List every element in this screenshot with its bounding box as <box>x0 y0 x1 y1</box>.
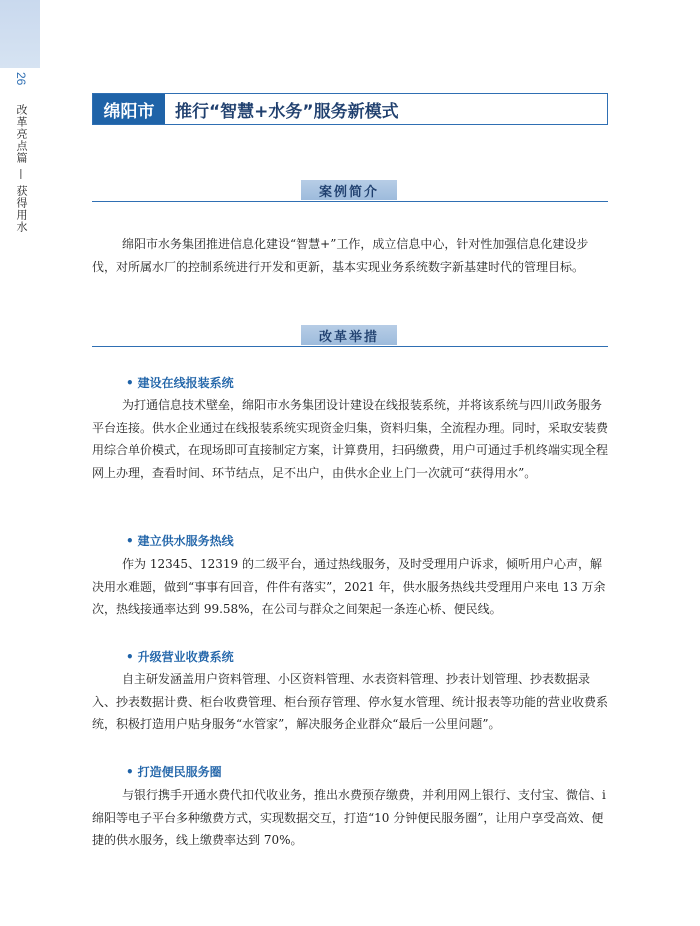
measure-heading <box>126 763 222 780</box>
bullet-icon: • <box>126 650 134 664</box>
bullet-icon: • <box>126 765 134 779</box>
section-rule <box>92 346 608 347</box>
measure-paragraph: 自主研发涵盖用户资料管理、小区资料管理、水表资料管理、抄表计划管理、抄表数据录入、抄表数据计费、柜台收费管理、柜台预存管理、停水复水管理、统计报表等功能的营业收费系统，积极打造用户贴身服务“水管家”，解决服务企业群众“最后一公里问题”。 <box>92 672 609 731</box>
measure-title: 建立供水服务热线 <box>137 534 234 548</box>
section-label: 改革举措 <box>301 325 397 345</box>
bullet-icon: • <box>126 534 134 548</box>
measure-title: 建设在线报装系统 <box>137 376 234 390</box>
article-title-bar <box>92 93 608 125</box>
measure-heading <box>126 532 234 549</box>
section-label: 案例简介 <box>301 180 397 200</box>
side-color-block <box>0 0 40 68</box>
running-title: 改革亮点篇 — 获得用水 <box>15 104 28 233</box>
article-title: 推行“智慧+水务”服务新模式 <box>165 94 607 124</box>
intro-paragraph: 绵阳市水务集团推进信息化建设“智慧+”工作，成立信息中心，针对性加强信息化建设步伐，对所属水厂的控制系统进行开发和更新，基本实现业务系统数字新基建时代的管理目标。 <box>92 237 589 274</box>
measure-paragraph: 为打通信息技术壁垒，绵阳市水务集团设计建设在线报装系统，并将该系统与四川政务服务平台连接。供水企业通过在线报装系统实现资金归集，资料归集，全流程办理。同时，采取安装费用综合单价模式，在现场即可直接制定方案，计算费用，扫码缴费，用户可通过手机终端实现全程网上办理，查看时间、环节结点，足不出户，由供水企业上门一次就可“获得用水”。 <box>92 398 609 480</box>
measure-heading <box>126 374 234 391</box>
measure-title: 升级营业收费系统 <box>137 650 234 664</box>
section-rule <box>92 201 608 202</box>
measure-title: 打造便民服务圈 <box>137 765 222 779</box>
measure-heading <box>126 648 234 665</box>
title-city: 绵阳市 <box>93 94 165 124</box>
measure-paragraph: 与银行携手开通水费代扣代收业务，推出水费预存缴费，并利用网上银行、支付宝、微信、i 绵阳等电子平台多种缴费方式，实现数据交互，打造“10 分钟便民服务圈”，让用户享受高效、便捷的供水服务，线上缴费率达到 70%。 <box>92 788 606 847</box>
page-number: 26 <box>14 72 28 86</box>
section-heading-intro <box>92 180 608 202</box>
section-heading-measures <box>92 325 608 347</box>
bullet-icon: • <box>126 376 134 390</box>
measure-paragraph: 作为 12345、12319 的二级平台，通过热线服务，及时受理用户诉求，倾听用户心声，解决用水难题，做到“事事有回音，件件有落实”，2021 年，供水服务热线共受理用户来电 13 万余次，热线接通率达到 99.58%，在公司与群众之间架起一条连心桥、便民线。 <box>92 557 606 616</box>
